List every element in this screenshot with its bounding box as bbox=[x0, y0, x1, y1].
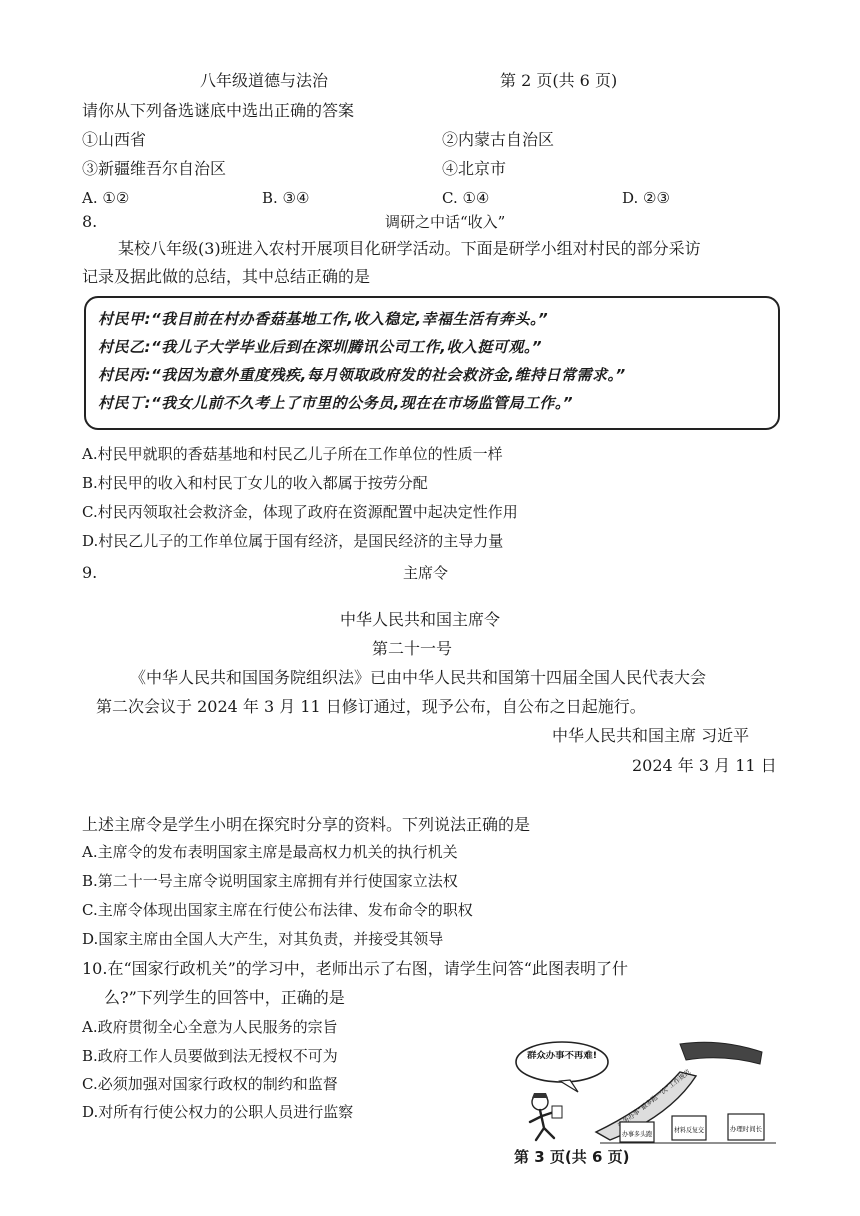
q7-option-a: A. ①② bbox=[82, 189, 130, 207]
q10-option-b: B.政府工作人员要做到法无授权不可为 bbox=[82, 1047, 338, 1065]
q7-choice-3: ③新疆维吾尔自治区 bbox=[82, 159, 227, 178]
quote-villager-d: 村民丁:“我女儿前不久考上了市里的公务员,现在在市场监管局工作。” bbox=[98, 394, 574, 412]
official-arm-icon bbox=[680, 1042, 762, 1064]
q8-option-c: C.村民丙领取社会救济金，体现了政府在资源配置中起决定性作用 bbox=[82, 503, 518, 521]
footer-page-number: 第 3 页(共 6 页) bbox=[514, 1148, 630, 1166]
q10-option-c: C.必须加强对国家行政权的制约和监督 bbox=[82, 1075, 338, 1093]
q10-option-a: A.政府贯彻全心全意为人民服务的宗旨 bbox=[82, 1018, 338, 1036]
q7-choice-4: ④北京市 bbox=[442, 159, 507, 178]
q8-title: 调研之中话“收入” bbox=[385, 213, 506, 231]
q10-stem-line-1: 10.在“国家行政机关”的学习中，老师出示了右图，请学生问答“此图表明了什 bbox=[82, 959, 628, 978]
quote-villager-b: 村民乙:“我儿子大学毕业后到在深圳腾讯公司工作,收入挺可观。” bbox=[98, 338, 543, 356]
q8-option-b: B.村民甲的收入和村民丁女儿的收入都属于按劳分配 bbox=[82, 474, 428, 492]
box-label-3: 办理时间长 bbox=[730, 1125, 763, 1133]
box-label-1: 办事多头跑 bbox=[622, 1130, 655, 1138]
q8-stem-line-2: 记录及据此做的总结，其中总结正确的是 bbox=[82, 267, 371, 286]
running-citizen-icon bbox=[530, 1093, 562, 1140]
q7-option-d: D. ②③ bbox=[622, 189, 670, 207]
box-label-2: 材料反复交 bbox=[674, 1126, 707, 1134]
policy-banner-text: 政务办事“最多跑一次”工作规范 bbox=[616, 1067, 694, 1130]
presidential-order-signer: 中华人民共和国主席 习近平 bbox=[552, 726, 750, 745]
speech-bubble bbox=[516, 1042, 608, 1082]
quote-villager-c: 村民丙:“我因为意外重度残疾,每月领取政府发的社会救济金,维持日常需求。” bbox=[98, 366, 626, 384]
q10-option-d: D.对所有行使公权力的公职人员进行监察 bbox=[82, 1103, 354, 1121]
q7-option-c: C. ①④ bbox=[442, 189, 490, 207]
speech-bubble-text: 群众办事不再难! bbox=[527, 1051, 591, 1061]
header-subject: 八年级道德与法治 bbox=[200, 71, 329, 90]
q8-number: 8. bbox=[82, 212, 98, 231]
interview-record-box bbox=[84, 296, 780, 430]
q7-choice-1: ①山西省 bbox=[82, 130, 147, 149]
quote-villager-a: 村民甲:“我目前在村办香菇基地工作,收入稳定,幸福生活有奔头。” bbox=[98, 310, 549, 328]
q7-choice-2: ②内蒙古自治区 bbox=[442, 130, 555, 149]
presidential-order-body-1: 《中华人民共和国国务院组织法》已由中华人民共和国第十四届全国人民代表大会 bbox=[130, 668, 707, 687]
q8-option-d: D.村民乙儿子的工作单位属于国有经济，是国民经济的主导力量 bbox=[82, 532, 504, 550]
presidential-order-body-2: 第二次会议于 2024 年 3 月 11 日修订通过，现予公布，自公布之日起施行。 bbox=[96, 697, 646, 716]
q9-stem: 上述主席令是学生小明在探究时分享的资料。下列说法正确的是 bbox=[82, 815, 531, 834]
q8-option-a: A.村民甲就职的香菇基地和村民乙儿子所在工作单位的性质一样 bbox=[82, 445, 503, 463]
presidential-order-number: 第二十一号 bbox=[372, 639, 453, 658]
q7-prompt: 请你从下列备选谜底中选出正确的答案 bbox=[82, 101, 355, 120]
header-page-number: 第 2 页(共 6 页) bbox=[500, 71, 618, 90]
q9-option-b: B.第二十一号主席令说明国家主席拥有并行使国家立法权 bbox=[82, 872, 458, 890]
q9-option-d: D.国家主席由全国人大产生，对其负责，并接受其领导 bbox=[82, 930, 444, 948]
q9-title: 主席令 bbox=[403, 564, 449, 582]
q10-stem-line-2: 么?”下列学生的回答中，正确的是 bbox=[104, 988, 345, 1007]
presidential-order-date: 2024 年 3 月 11 日 bbox=[632, 756, 777, 775]
q9-number: 9. bbox=[82, 563, 98, 582]
q9-option-a: A.主席令的发布表明国家主席是最高权力机关的执行机关 bbox=[82, 843, 458, 861]
q7-option-b: B. ③④ bbox=[262, 189, 310, 207]
government-service-cartoon bbox=[500, 1036, 778, 1146]
q9-option-c: C.主席令体现出国家主席在行使公布法律、发布命令的职权 bbox=[82, 901, 473, 919]
presidential-order-title: 中华人民共和国主席令 bbox=[340, 610, 501, 629]
q8-stem-line-1: 某校八年级(3)班进入农村开展项目化研学活动。下面是研学小组对村民的部分采访 bbox=[118, 239, 701, 258]
